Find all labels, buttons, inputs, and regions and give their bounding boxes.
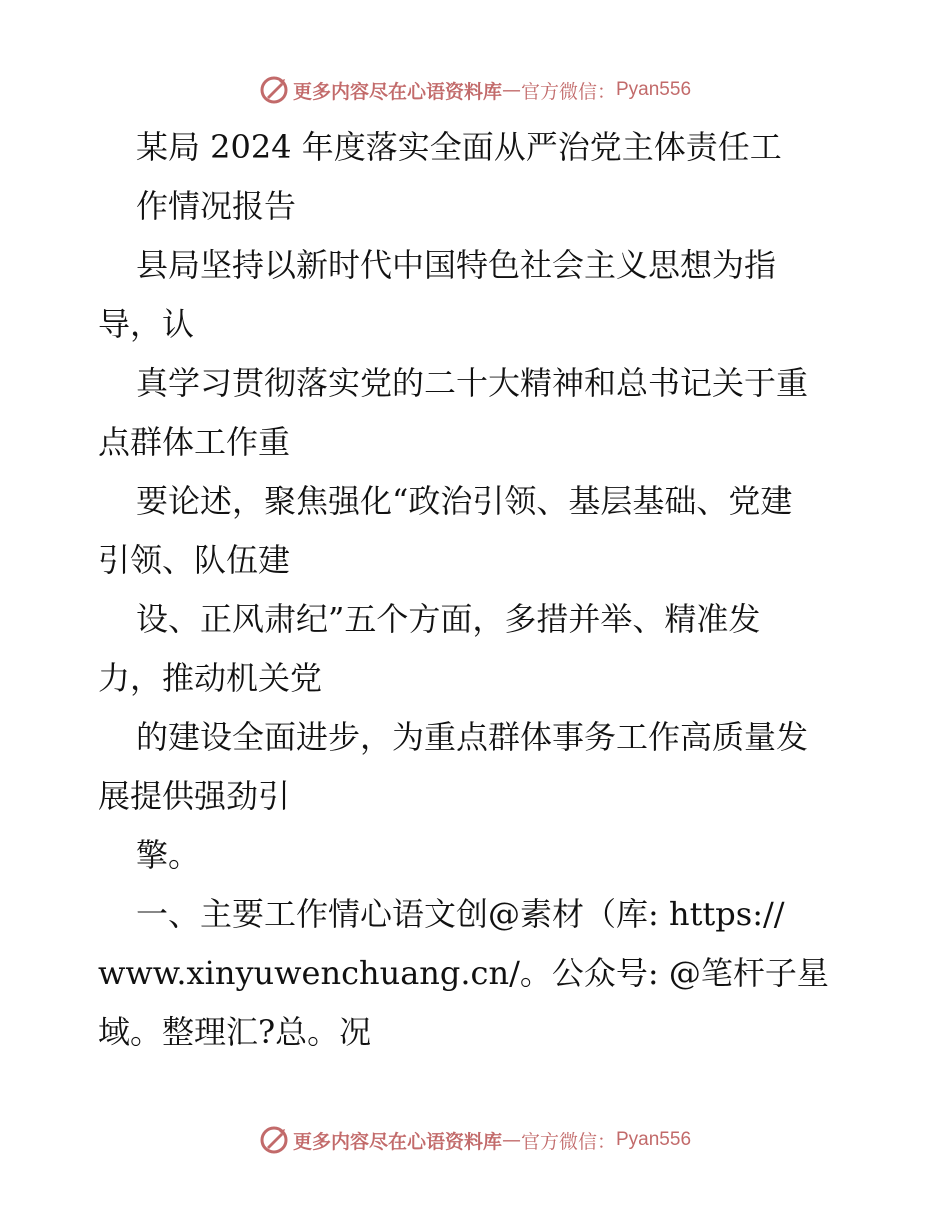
doc-line: 引领、队伍建	[98, 541, 291, 579]
doc-line: 力，推动机关党	[98, 659, 323, 697]
doc-line: 一、主要工作情心语文创@素材（库: https://	[136, 895, 785, 933]
doc-line: 县局坚持以新时代中国特色社会主义思想为指	[136, 246, 777, 284]
doc-line: 设、正风肃纪”五个方面，多措并举、精准发	[136, 600, 761, 638]
doc-line: 真学习贯彻落实党的二十大精神和总书记关于重	[136, 364, 809, 402]
doc-line: 展提供强劲引	[98, 777, 291, 815]
quill-logo-icon	[259, 75, 289, 105]
doc-line: 的建设全面进步，为重点群体事务工作高质量发	[136, 718, 809, 756]
doc-line: 要论述，聚焦强化“政治引领、基层基础、党建	[136, 482, 793, 520]
banner-separator: —	[501, 1129, 521, 1151]
document-body	[98, 118, 858, 1062]
banner-separator: —	[501, 79, 521, 101]
footer-watermark-banner	[0, 1120, 950, 1160]
quill-logo-icon	[259, 1125, 289, 1155]
doc-line: 域。整理汇?总。况	[98, 1013, 372, 1051]
banner-main-text: 更多内容尽在心语资料库	[292, 1130, 502, 1153]
doc-line: 某局 2024 年度落实全面从严治党主体责任工	[136, 128, 782, 166]
doc-line: 点群体工作重	[98, 423, 291, 461]
doc-line: www.xinyuwenchuang.cn/。公众号: @笔杆子星	[98, 954, 829, 992]
doc-line: 擎。	[136, 836, 201, 874]
header-watermark-banner	[0, 70, 950, 110]
banner-wechat-id: Pyan556	[616, 79, 692, 100]
banner-sub-text: 官方微信：	[520, 1130, 616, 1153]
banner-wechat-id: Pyan556	[616, 1129, 692, 1150]
banner-sub-text: 官方微信：	[520, 80, 616, 103]
doc-line: 作情况报告	[136, 187, 297, 225]
banner-main-text: 更多内容尽在心语资料库	[292, 80, 502, 103]
doc-line: 导，认	[98, 305, 195, 343]
